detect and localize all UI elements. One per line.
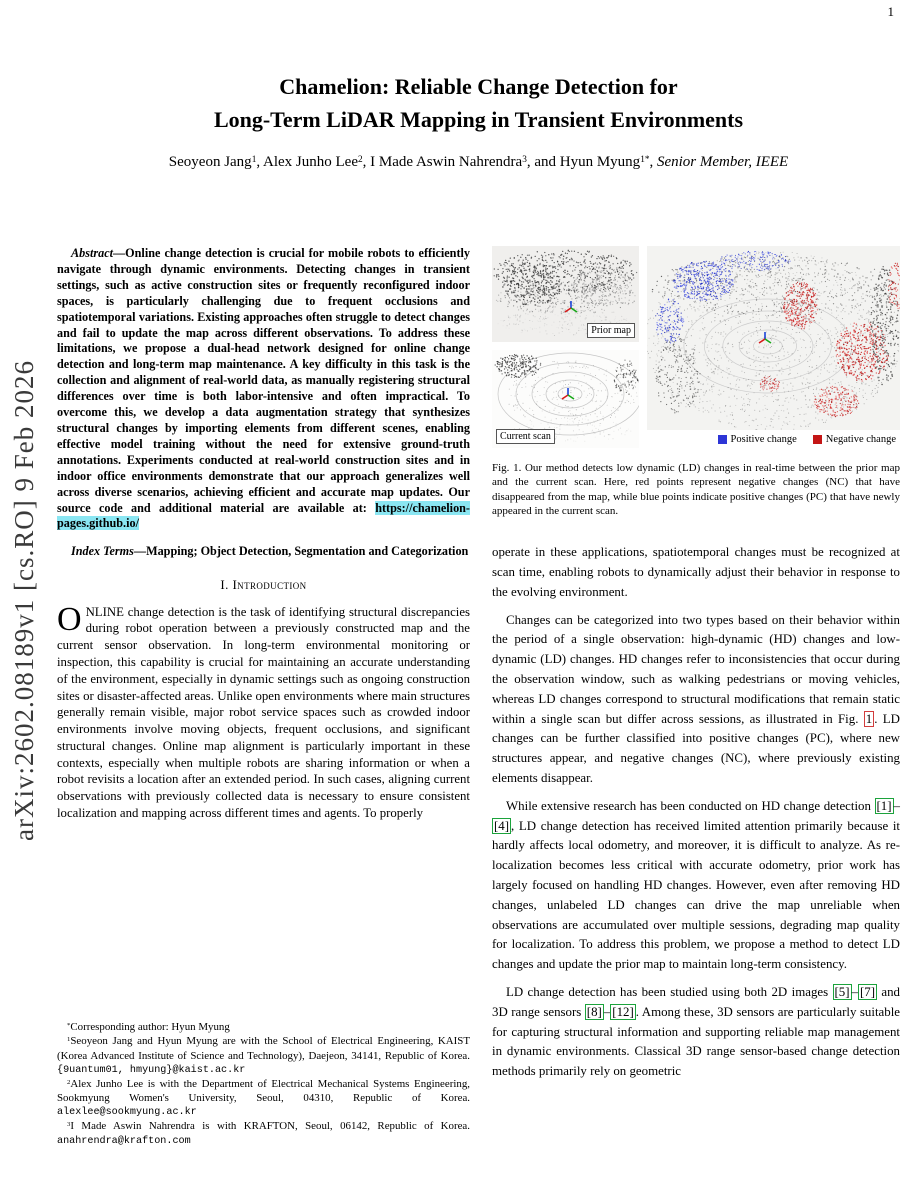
footnote xyxy=(57,1035,470,1077)
legend-label: Positive change xyxy=(730,434,797,445)
superscript: 3 xyxy=(522,154,527,165)
text-run: , Alex Junho Lee xyxy=(256,154,358,170)
citation-link[interactable]: [1] xyxy=(876,798,892,813)
superscript: 1 xyxy=(67,1036,71,1044)
text-run: – xyxy=(603,1004,611,1019)
right-column xyxy=(492,246,900,1090)
text-run: – xyxy=(893,798,900,813)
url-link[interactable]: https://chamelion-pages.github.io/ xyxy=(57,500,470,531)
email-text: {9uantum01, hmyung}@kaist.ac.kr xyxy=(57,1065,246,1077)
change-detection-pointcloud xyxy=(647,246,900,430)
superscript: 2 xyxy=(358,154,363,165)
citation-link[interactable]: [12] xyxy=(612,1004,634,1019)
section-heading-introduction: I. Introduction xyxy=(220,576,307,592)
abstract xyxy=(57,246,470,532)
text-run: Alex Junho Lee is with the Department of Electrical Mechanical Systems Engineering, Sookmyung Women's University, Seoul, 04310, Republic of Korea. xyxy=(57,1077,470,1105)
email-text: anahrendra@krafton.com xyxy=(57,1136,191,1148)
text-run: , and Hyun Myung xyxy=(526,154,641,170)
authors-line xyxy=(57,154,900,171)
paper-header xyxy=(57,70,900,171)
paragraph xyxy=(492,611,900,789)
figure1-left-stack xyxy=(492,246,639,448)
superscript: 3 xyxy=(67,1120,71,1128)
text-run: —Online change detection is crucial for mobile robots to efficiently navigate through dynamic environments. Detecting changes in transient settings, such as active construction sites or frequently reconfigured indoor spaces, is particularly challenging due to frequent occlusions and spatiotemporal variations. Existing approaches often struggle to detect changes and fail to update the map across different observations. To address these limitations, we propose a dual-head network designed for online change detection and long-term map maintenance. A key difficulty in this task is the collection and alignment of real-world data, as manually registering structural differences over time is both labor-intensive and often impractical. To overcome this, we develop a data augmentation strategy that synthesizes structural changes by importing elements from different scenes, enabling effective model training without the need for extensive ground-truth annotations. Experiments conducted at real-world construction sites and in indoor office environments demonstrate that our approach generalizes well across diverse scenarios, achieving efficient and accurate map updates. Our source code and additional material are available at: xyxy=(57,246,470,515)
figure1-prior-map-panel xyxy=(492,246,639,342)
axes-icon xyxy=(561,387,575,401)
email-text: alexlee@sookmyung.ac.kr xyxy=(57,1107,197,1119)
figure-ref-link[interactable]: 1 xyxy=(865,711,873,726)
prior-map-label: Prior map xyxy=(587,323,635,338)
author-footnotes xyxy=(57,1021,470,1149)
legend-item-positive-change xyxy=(718,434,797,445)
drop-cap: O xyxy=(57,600,82,638)
superscript: 2 xyxy=(67,1078,71,1086)
text-run: Corresponding author: Hyun Myung xyxy=(70,1021,230,1033)
current-scan-label: Current scan xyxy=(496,429,555,444)
footnote xyxy=(57,1078,470,1120)
text-run: LD change detection has been studied using both 2D images xyxy=(506,984,833,999)
citation-link[interactable]: [5] xyxy=(834,984,850,999)
text-run: NLINE change detection is the task of identifying structural discrepancies during robot operation between a previously constructed map and the current sensor observation. In long-term environmental monitoring or inspection, this capability is crucial for maintaining an accurate understanding of the environment, especially in dynamic settings such as ongoing construction sites or disaster-affected areas. Unlike open environments where main structures generally remain visible, major robot service spaces such as crowded indoor environments involve moving objects, frequent occlusions, and significant structural changes. Online map alignment is particularly important in these contexts, especially when multiple robots are sharing information or when a robot revisits a location after an extended period. In such cases, aligning current observations with previously collected data is necessary to ensure consistent localization and mapping across different times and agents. To properly xyxy=(57,604,470,821)
figure1-caption: Fig. 1. Our method detects low dynamic (LD) changes in real-time between the prior map and the current scan. Here, red points represent negative changes (NC) that have disappeared from the map, while blue points indicate positive changes (PC) that have newly appeared in the current scan. xyxy=(492,462,900,517)
paper-title xyxy=(57,70,900,136)
arxiv-stamp-text: arXiv:2602.08189v1 [cs.RO] 9 Feb 2026 xyxy=(8,359,39,841)
text-run: , I Made Aswin Nahrendra xyxy=(362,154,523,170)
text-run: operate in these applications, spatiotemporal changes must be recognized at scan time, enabling robots to dynamically adjust their behavior in response to the evolving environment. xyxy=(492,545,900,599)
arxiv-stamp xyxy=(0,0,48,1200)
left-column xyxy=(57,246,470,822)
text-run: – xyxy=(851,984,858,999)
figure1-main-stack xyxy=(647,246,900,448)
legend-label: Negative change xyxy=(825,434,896,445)
superscript: 1* xyxy=(640,154,650,165)
introduction-paragraph xyxy=(57,600,470,822)
figure1-legend xyxy=(647,434,900,445)
text-run: . Among these, 3D sensors are particularly suitable for capturing structural information and supporting reliable map management in dynamic environments. Classical 3D range sensor-based change detection methods primarily rely on geometric xyxy=(492,1004,900,1079)
paragraph xyxy=(492,543,900,602)
figure1-images xyxy=(492,246,900,448)
figure1-change-detection-panel xyxy=(647,246,900,430)
paragraph xyxy=(492,983,900,1082)
text-run-italic: Abstract xyxy=(71,246,113,260)
text-run-italic: Index Terms xyxy=(71,544,134,559)
paper-title-line2: Long-Term LiDAR Mapping in Transient Environments xyxy=(213,107,744,132)
citation-link[interactable]: [4] xyxy=(494,818,510,833)
text-run: and 3D range sensors xyxy=(492,984,900,1019)
legend-item-negative-change xyxy=(813,434,896,445)
figure1-current-scan-panel xyxy=(492,350,639,448)
text-run-italic: Senior Member, IEEE xyxy=(656,154,789,170)
paper-title-line1: Chamelion: Reliable Change Detection for xyxy=(279,74,678,99)
text-run: Changes can be categorized into two types based on their behavior within the period of a single observation: high-dynamic (HD) changes and low-dynamic (LD) changes. HD changes refer to inconsistencies that occur during the observation window, such as walking pedestrians or moving vehicles, whereas LD changes correspond to structural modifications that remain static within a single scan but differ across sessions, as illustrated in Fig. xyxy=(492,612,900,726)
page-number: 1 xyxy=(887,4,894,19)
footnote xyxy=(57,1021,470,1035)
superscript: 1 xyxy=(251,154,257,165)
text-run: , xyxy=(649,154,657,170)
text-run: While extensive research has been conducted on HD change detection xyxy=(506,798,875,813)
axes-icon xyxy=(564,300,578,314)
text-run: . LD changes can be further classified into positive changes (PC), where new structures appear, and negative changes (NC), where previously existing elements disappear. xyxy=(492,711,900,785)
text-run: Seoyeon Jang xyxy=(168,154,252,170)
axes-icon xyxy=(758,331,772,345)
positive-change-swatch xyxy=(718,435,727,444)
text-run: Seoyeon Jang and Hyun Myung are with the School of Electrical Engineering, KAIST (Korea Advanced Institute of Science and Technology), Daejeon, 34141, Republic of Korea. xyxy=(57,1035,470,1062)
footnote xyxy=(57,1120,470,1149)
right-column-body xyxy=(492,543,900,1082)
figure-1 xyxy=(492,246,900,518)
index-terms xyxy=(57,543,470,559)
citation-link[interactable]: [7] xyxy=(859,984,876,999)
superscript: * xyxy=(67,1021,71,1029)
negative-change-swatch xyxy=(813,435,822,444)
text-run: —Mapping; Object Detection, Segmentation and Categorization xyxy=(133,544,469,559)
text-run: , LD change detection has received limited attention primarily because it hardly affects local odometry, and moreover, it is difficult to analyze. As re-localization becomes less critical with accurate odometry, prior work has largely focused on handling HD changes. However, even after removing HD changes, unlabeled LD changes can drive the map unreliable when observations are accumulated over multiple sessions, degrading map quality for localization. To address this problem, we propose a method to detect LD changes and update the prior map to maintain long-term consistency. xyxy=(492,818,900,972)
text-run: I Made Aswin Nahrendra is with KRAFTON, Seoul, 06142, Republic of Korea. xyxy=(70,1119,470,1132)
paragraph xyxy=(492,797,900,975)
citation-link[interactable]: [8] xyxy=(586,1004,602,1019)
